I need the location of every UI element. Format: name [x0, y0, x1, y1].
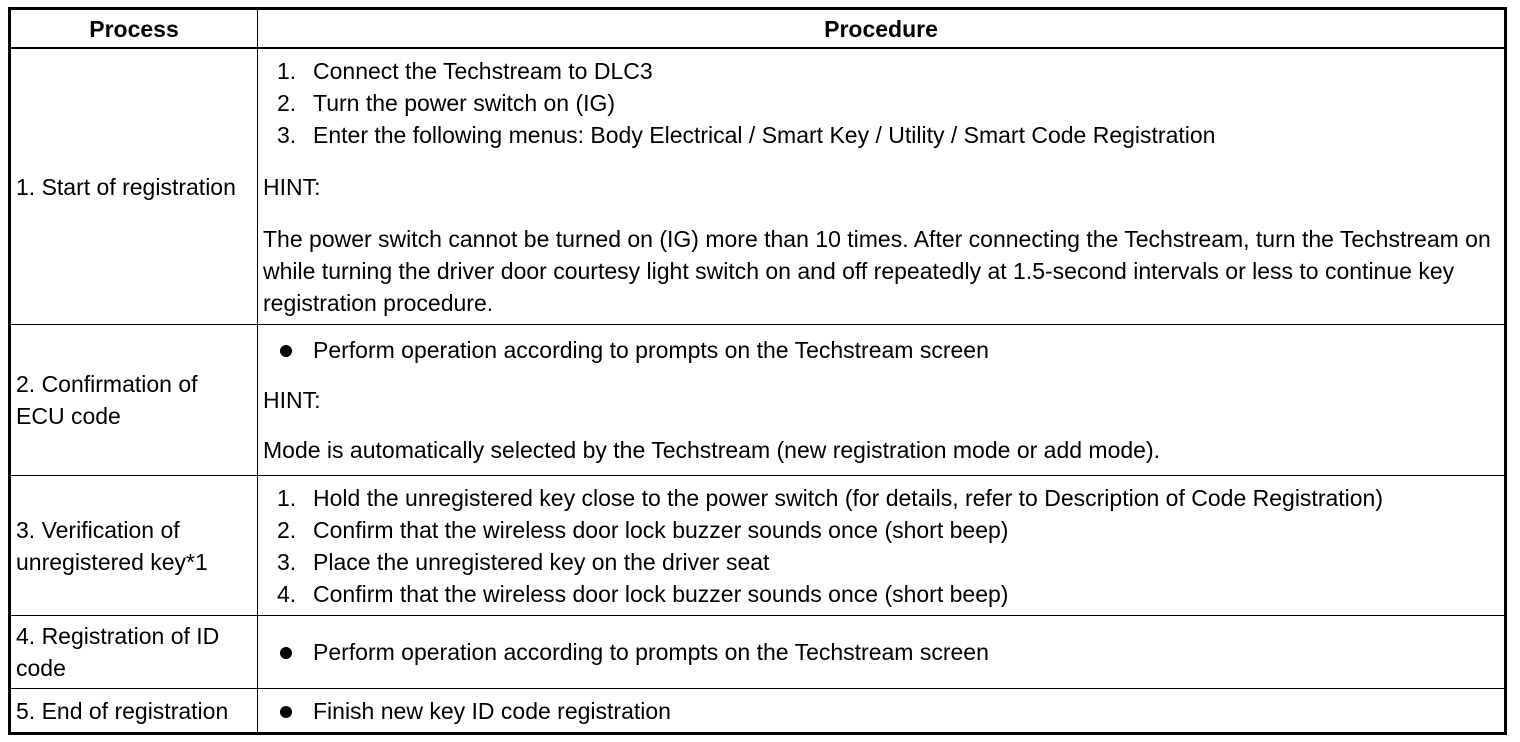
- procedure-cell: [258, 325, 1506, 476]
- list-item: [263, 482, 1499, 514]
- step-number: 4.: [277, 580, 297, 607]
- list-item: [263, 55, 1499, 87]
- step-text: Confirm that the wireless door lock buzzer sounds once (short beep): [313, 516, 1009, 543]
- step-text: Turn the power switch on (IG): [313, 89, 616, 116]
- bullet-list: [263, 695, 1499, 727]
- bullet-icon: [280, 647, 292, 659]
- list-item: [263, 514, 1499, 546]
- procedure-cell: [258, 48, 1506, 325]
- table-row: [10, 689, 1506, 734]
- header-process: Process: [10, 9, 258, 49]
- step-text: Connect the Techstream to DLC3: [313, 57, 653, 84]
- process-name: 4. Registration of ID code: [10, 616, 258, 689]
- list-item: [263, 578, 1499, 610]
- process-name: 5. End of registration: [10, 689, 258, 734]
- process-name: 2. Confirmation of ECU code: [10, 325, 258, 476]
- table-row: [10, 616, 1506, 689]
- bullet-text: Perform operation according to prompts on the Techstream screen: [313, 639, 989, 665]
- table-row: [10, 48, 1506, 325]
- list-item: [263, 695, 1499, 727]
- procedure-cell: [258, 476, 1506, 616]
- table-row: [10, 476, 1506, 616]
- procedure-table: [8, 7, 1507, 735]
- bullet-text: Finish new key ID code registration: [313, 697, 671, 724]
- step-list: [263, 55, 1499, 151]
- step-text: Hold the unregistered key close to the power switch (for details, refer to Description of Code Registration): [313, 484, 1384, 511]
- hint-text: The power switch cannot be turned on (IG) more than 10 times. After connecting the Techstream, turn the Techstream on while turning the driver door courtesy light switch on and off repeatedly at 1.5-second intervals or less to continue key registration procedure.: [263, 225, 1491, 316]
- step-number: 1.: [277, 484, 297, 511]
- bullet-text: Perform operation according to prompts on the Techstream screen: [313, 337, 989, 363]
- list-item: [263, 87, 1499, 119]
- bullet-list: [263, 636, 1499, 668]
- step-number: 2.: [277, 516, 297, 543]
- header-procedure: Procedure: [258, 9, 1506, 49]
- step-text: Place the unregistered key on the driver seat: [313, 548, 770, 575]
- process-name: 3. Verification of unregistered key*1: [10, 476, 258, 616]
- step-text: Enter the following menus: Body Electrical / Smart Key / Utility / Smart Code Registration: [313, 121, 1216, 148]
- step-text: Confirm that the wireless door lock buzzer sounds once (short beep): [313, 580, 1009, 607]
- procedure-cell: [258, 689, 1506, 734]
- list-item: [263, 546, 1499, 578]
- list-item: [263, 636, 1499, 668]
- list-item: [263, 119, 1499, 151]
- bullet-list: [263, 334, 1499, 366]
- step-number: 1.: [277, 57, 297, 84]
- bullet-icon: [280, 345, 292, 357]
- step-number: 2.: [277, 89, 297, 116]
- step-number: 3.: [277, 121, 297, 148]
- bullet-icon: [280, 706, 292, 718]
- process-name: 1. Start of registration: [10, 48, 258, 325]
- hint-label: HINT:: [263, 173, 321, 200]
- step-number: 3.: [277, 548, 297, 575]
- list-item: [263, 334, 1499, 366]
- table-header-row: [10, 9, 1506, 49]
- procedure-cell: [258, 616, 1506, 689]
- table-row: [10, 325, 1506, 476]
- hint-text: Mode is automatically selected by the Techstream (new registration mode or add mode).: [263, 437, 1161, 463]
- hint-label: HINT:: [263, 387, 321, 413]
- step-list: [263, 482, 1499, 610]
